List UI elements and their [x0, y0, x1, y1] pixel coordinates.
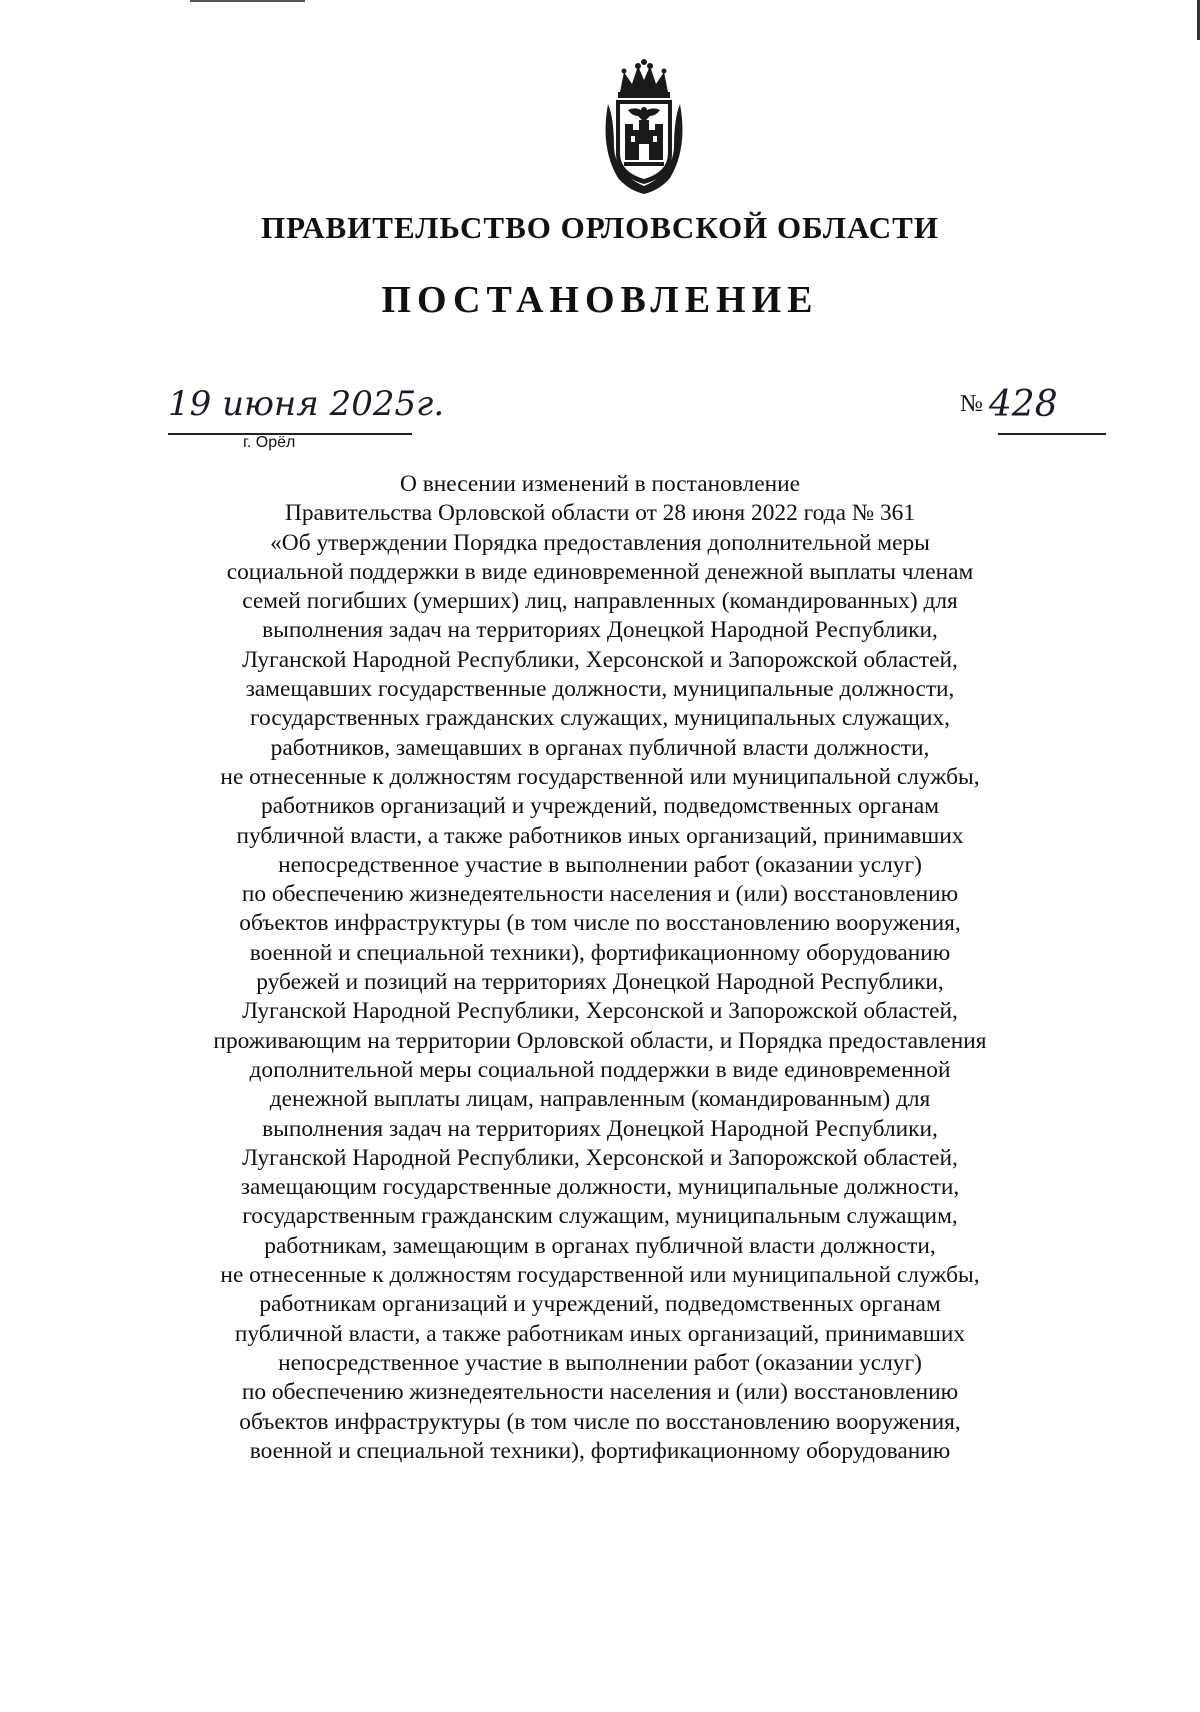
heading-line: по обеспечению жизнедеятельности населения и (или) восстановлению: [241, 1379, 959, 1406]
heading-line: Луганской Народной Республики, Херсонской и Запорожской областей,: [242, 646, 958, 673]
heading-line: социальной поддержки в виде единовременной денежной выплаты членам: [226, 558, 974, 585]
handwritten-number: 428: [988, 384, 1058, 425]
heading-line: по обеспечению жизнедеятельности населения и (или) восстановлению: [241, 881, 959, 908]
heading-line: непосредственное участие в выполнении работ (оказании услуг): [278, 851, 922, 878]
document-type: ПОСТАНОВЛЕНИЕ: [381, 279, 819, 321]
orel-oblast-coat-of-arms-icon: [598, 58, 690, 196]
heading-line: денежной выплаты лицам, направленным (командированным) для: [269, 1086, 931, 1113]
heading-line: работникам организаций и учреждений, подведомственных органам: [259, 1291, 941, 1318]
city-label: г. Орёл: [243, 434, 296, 451]
heading-line: объектов инфраструктуры (в том числе по восстановлению вооружения,: [239, 1408, 961, 1435]
heading-line: объектов инфраструктуры (в том числе по восстановлению вооружения,: [239, 910, 961, 937]
heading-line: выполнения задач на территориях Донецкой Народной Республики,: [262, 617, 938, 644]
number-sign: №: [960, 391, 983, 417]
heading-line: «Об утверждении Порядка предоставления дополнительной меры: [270, 529, 930, 556]
heading-line: дополнительной меры социальной поддержки в виде единовременной: [249, 1056, 951, 1083]
heading-line: работников, замещавших в органах публичной власти должности,: [270, 734, 930, 761]
heading-line: военной и специальной техники), фортификационному оборудованию: [249, 939, 951, 966]
heading-line: непосредственное участие в выполнении работ (оказании услуг): [278, 1349, 922, 1376]
heading-line: государственных гражданских служащих, муниципальных служащих,: [250, 705, 950, 732]
date-block: [168, 384, 445, 451]
number-block: [960, 384, 1110, 425]
heading-line: публичной власти, а также работников иных организаций, принимавших: [236, 822, 964, 849]
heading-line: Луганской Народной Республики, Херсонской и Запорожской областей,: [242, 998, 958, 1025]
handwritten-date: 19 июня 2025г.: [168, 384, 445, 424]
government-name: ПРАВИТЕЛЬСТВО ОРЛОВСКОЙ ОБЛАСТИ: [261, 210, 939, 245]
heading-line: Правительства Орловской области от 28 июня 2022 года № 361: [284, 500, 916, 527]
heading-line: О внесении изменений в постановление: [399, 471, 800, 497]
heading-line: выполнения задач на территориях Донецкой Народной Республики,: [262, 1115, 938, 1142]
heading-line: государственным гражданским служащим, муниципальным служащим,: [242, 1203, 958, 1230]
heading-line: замещавших государственные должности, муниципальные должности,: [245, 676, 955, 703]
heading-line: семей погибших (умерших) лиц, направленных (командированных) для: [242, 588, 958, 615]
heading-line: не отнесенные к должностям государственной или муниципальной службы,: [220, 1262, 980, 1289]
heading-line: работникам, замещающим в органах публичной власти должности,: [264, 1232, 936, 1259]
heading-line: проживающим на территории Орловской области, и Порядка предоставления: [213, 1027, 987, 1054]
scan-artifact-top: [190, 0, 305, 2]
heading-line: Луганской Народной Республики, Херсонской и Запорожской областей,: [242, 1144, 958, 1171]
heading-line: замещающим государственные должности, муниципальные должности,: [240, 1174, 960, 1201]
heading-line: рубежей и позиций на территориях Донецкой Народной Республики,: [256, 969, 944, 996]
heading-line: военной и специальной техники), фортификационному оборудованию: [249, 1437, 951, 1464]
heading-line: публичной власти, а также работникам иных организаций, принимавших: [234, 1320, 966, 1347]
heading-line: не отнесенные к должностям государственной или муниципальной службы,: [220, 763, 980, 790]
heading-line: работников организаций и учреждений, подведомственных органам: [260, 793, 940, 820]
number-underline: [998, 433, 1106, 435]
document-heading: [150, 470, 1050, 1466]
